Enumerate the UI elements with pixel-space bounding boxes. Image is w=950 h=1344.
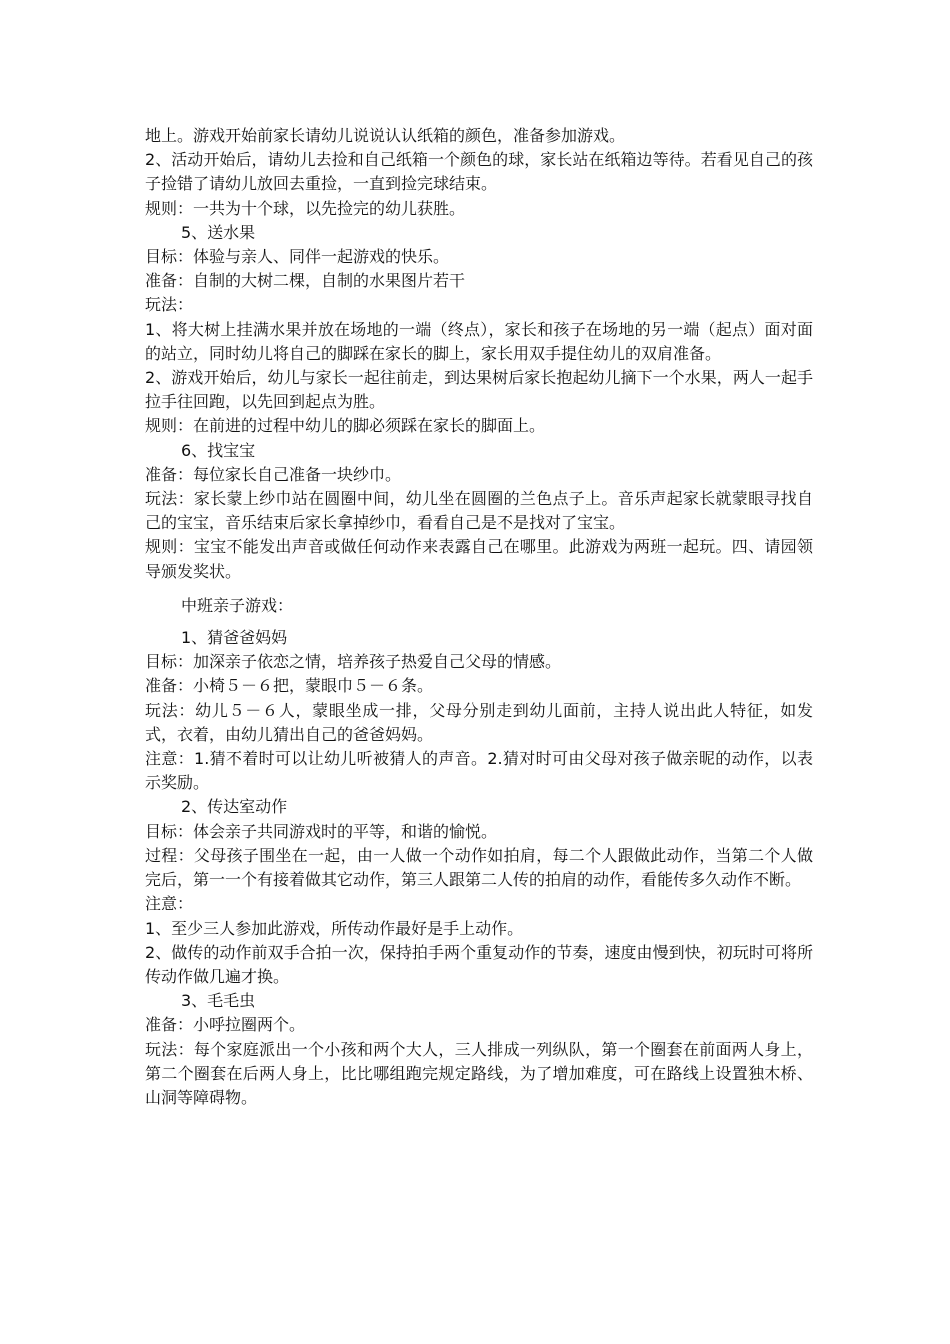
paragraph: 准备：自制的大树二棵，自制的水果图片若干: [145, 271, 466, 291]
paragraph: 玩法：家长蒙上纱巾站在圆圈中间，幼儿坐在圆圈的兰色点子上。音乐声起家长就蒙眼寻找自己的宝宝，音乐结束后家长拿掉纱巾，看看自己是不是找对了宝宝。: [145, 489, 813, 533]
paragraph: 目标：体验与亲人、同伴一起游戏的快乐。: [145, 247, 450, 267]
paragraph: 规则：在前进的过程中幼儿的脚必须踩在家长的脚面上。: [145, 416, 546, 436]
section-heading: 6、找宝宝: [181, 440, 256, 460]
document-page: [145, 124, 813, 1110]
section-heading: 3、毛毛虫: [181, 991, 256, 1011]
paragraph: 1、至少三人参加此游戏，所传动作最好是手上动作。: [145, 918, 524, 938]
section-title: 中班亲子游戏：: [181, 595, 294, 615]
paragraph: 2、游戏开始后，幼儿与家长一起往前走，到达果树后家长抱起幼儿摘下一个水果，两人一起手拉手往回跑，以先回到起点为胜。: [145, 368, 813, 412]
paragraph: 2、做传的动作前双手合拍一次，保持拍手两个重复动作的节奏，速度由慢到快，初玩时可将所传动作做几遍才换。: [145, 942, 813, 986]
section-heading: 5、送水果: [181, 222, 256, 242]
paragraph: 目标：体会亲子共同游戏时的平等，和谐的愉悦。: [145, 821, 498, 841]
paragraph: 玩法：每个家庭派出一个小孩和两个大人，三人排成一列纵队，第一个圈套在前面两人身上，第二个圈套在后两人身上，比比哪组跑完规定路线，为了增加难度，可在路线上设置独木桥、山洞等障碍物。: [145, 1039, 813, 1107]
paragraph: 2、活动开始后，请幼儿去捡和自己纸箱一个颜色的球，家长站在纸箱边等待。若看见自己的孩子捡错了请幼儿放回去重捡，一直到捡完球结束。: [145, 150, 813, 194]
paragraph: 规则：一共为十个球，以先捡完的幼儿获胜。: [145, 198, 466, 218]
paragraph: 玩法：: [145, 295, 194, 315]
section-heading: 2、传达室动作: [181, 797, 288, 817]
paragraph: 玩法：幼儿５－６人，蒙眼坐成一排，父母分别走到幼儿面前，主持人说出此人特征，如发式，衣着，由幼儿猜出自己的爸爸妈妈。: [145, 700, 813, 744]
paragraph: 地上。游戏开始前家长请幼儿说说认认纸箱的颜色，准备参加游戏。: [145, 126, 626, 145]
section-heading: 1、猜爸爸妈妈: [181, 628, 288, 648]
paragraph: 目标：加深亲子依恋之情，培养孩子热爱自己父母的情感。: [145, 652, 562, 672]
paragraph: 1、将大树上挂满水果并放在场地的一端（终点），家长和孩子在场地的另一端（起点）面对面的站立，同时幼儿将自己的脚踩在家长的脚上，家长用双手提住幼儿的双肩准备。: [145, 319, 813, 363]
paragraph: 注意：1.猜不着时可以让幼儿听被猜人的声音。2.猜对时可由父母对孩子做亲昵的动作，以表示奖励。: [145, 749, 813, 793]
paragraph: 规则：宝宝不能发出声音或做任何动作来表露自己在哪里。此游戏为两班一起玩。四、请园领导颁发奖状。: [145, 537, 813, 581]
paragraph: 注意：: [145, 894, 194, 914]
paragraph: 准备：每位家长自己准备一块纱巾。: [145, 464, 402, 484]
paragraph: 准备：小椅５－６把，蒙眼巾５－６条。: [145, 676, 434, 696]
paragraph: 准备：小呼拉圈两个。: [145, 1015, 306, 1035]
paragraph: 过程：父母孩子围坐在一起，由一人做一个动作如拍肩，每二个人跟做此动作，当第二个人做完后，第一一个有接着做其它动作，第三人跟第二人传的拍肩的动作，看能传多久动作不断。: [145, 845, 813, 890]
